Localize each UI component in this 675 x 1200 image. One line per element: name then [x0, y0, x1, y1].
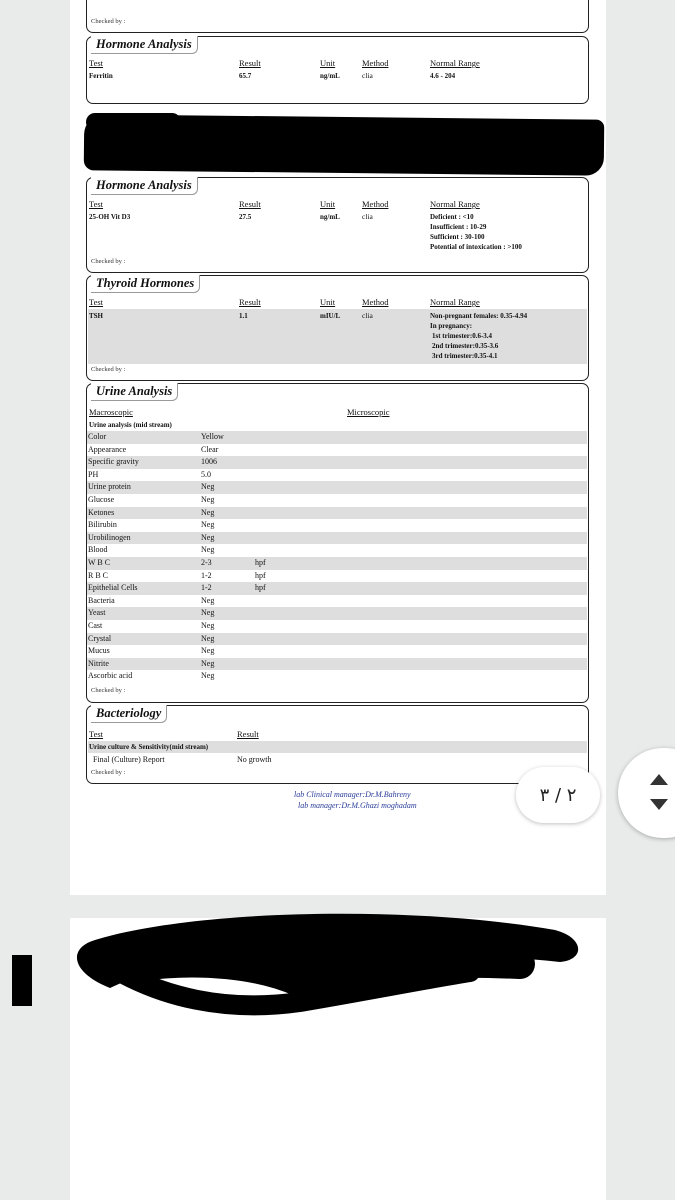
range-line: Deficient : <10	[430, 213, 474, 221]
urine-name: Ketones	[88, 507, 115, 517]
urine-row	[87, 481, 587, 494]
urine-unit: hpf	[255, 558, 266, 567]
col-test: Test	[89, 729, 104, 739]
col-test: Test	[89, 199, 104, 209]
checked-by: Checked by :	[91, 366, 126, 373]
urine-value: Neg	[201, 633, 215, 643]
urine-row	[87, 444, 587, 457]
up-down-arrows-icon	[648, 774, 670, 812]
checked-by: Checked by :	[91, 769, 126, 776]
hormone-analysis-vitd-section	[86, 177, 589, 273]
urine-value: Neg	[201, 532, 215, 542]
range-line: 3rd trimester:0.35-4.1	[432, 352, 498, 360]
range-line: 1st trimester:0.6-3.4	[432, 332, 493, 340]
urine-row	[87, 456, 587, 469]
urine-row	[87, 633, 587, 646]
urine-analysis-section	[86, 383, 589, 703]
urine-row	[87, 469, 587, 482]
urine-value: Neg	[201, 658, 215, 668]
urine-name: R B C	[88, 570, 109, 580]
urine-name: Crystal	[88, 633, 112, 643]
urine-value: Neg	[201, 671, 215, 681]
col-normal-range: Normal Range	[430, 58, 480, 68]
test-result: 1.1	[239, 312, 248, 320]
checked-by: Checked by :	[91, 258, 126, 265]
range-line: In pregnancy:	[430, 322, 473, 330]
urine-value: 1-2	[201, 570, 212, 580]
urine-row	[87, 670, 587, 683]
col-test: Test	[89, 297, 104, 307]
urine-row	[87, 494, 587, 507]
urine-value: Neg	[201, 621, 215, 630]
urine-name: Mucus	[88, 646, 110, 656]
col-result: Result	[239, 199, 261, 209]
urine-unit: hpf	[255, 570, 266, 580]
page-indicator: ۳ / ۲	[516, 767, 600, 823]
urine-name: Nitrite	[88, 658, 109, 668]
col-unit: Unit	[320, 199, 336, 209]
range-line: 2nd trimester:0.35-3.6	[432, 342, 499, 350]
urine-name: Urobilinogen	[88, 532, 131, 542]
test-unit: ng/mL	[320, 213, 340, 221]
col-method: Method	[362, 199, 389, 209]
urine-value: Neg	[201, 545, 215, 555]
col-method: Method	[362, 58, 389, 68]
urine-row	[87, 620, 587, 633]
test-name: Ferritin	[89, 72, 113, 80]
urine-value: 1-2	[201, 583, 212, 593]
checked-by: Checked by :	[91, 18, 126, 25]
col-unit: Unit	[320, 58, 336, 68]
signature-line-1: lab Clinical manager:Dr.M.Bahreny	[294, 790, 411, 799]
urine-row	[87, 519, 587, 532]
urine-value: Neg	[201, 646, 215, 656]
section-title: Urine Analysis	[91, 383, 178, 401]
urine-name: Appearance	[88, 444, 127, 454]
urine-name: Color	[88, 432, 107, 441]
hormone-analysis-section	[86, 36, 589, 104]
urine-value: 1006	[201, 457, 217, 467]
redaction-mark	[12, 955, 32, 1006]
checked-by: Checked by :	[91, 687, 126, 694]
col-result: Result	[239, 58, 261, 68]
culture-report-name: Final (Culture) Report	[93, 755, 165, 764]
urine-value: Neg	[201, 507, 215, 517]
col-method: Method	[362, 297, 389, 307]
urine-name: Urine protein	[88, 482, 131, 492]
previous-section-box	[86, 0, 589, 33]
scroll-page-button[interactable]	[618, 748, 675, 838]
col-result: Result	[237, 729, 259, 739]
urine-row	[87, 507, 587, 520]
test-name: TSH	[89, 312, 104, 320]
urine-row	[87, 544, 587, 557]
urine-name: Specific gravity	[88, 457, 139, 467]
urine-name: Cast	[88, 621, 103, 630]
urine-value: Neg	[201, 495, 215, 504]
urine-name: PH	[88, 469, 99, 479]
col-test: Test	[89, 58, 104, 68]
urine-subtitle: Urine analysis (mid stream)	[89, 421, 172, 429]
range-line: Non-pregnant females: 0.35-4.94	[430, 312, 528, 320]
urine-name: Bilirubin	[88, 520, 117, 530]
urine-name: W B C	[88, 558, 111, 567]
urine-name: Yeast	[88, 608, 106, 618]
urine-row	[87, 431, 587, 444]
section-title: Hormone Analysis	[91, 36, 198, 54]
urine-name: Bacteria	[88, 595, 115, 605]
test-method: clia	[362, 71, 373, 80]
col-unit: Unit	[320, 297, 336, 307]
urine-name: Epithelial Cells	[88, 583, 138, 593]
urine-row	[87, 658, 587, 671]
urine-row	[87, 557, 587, 570]
col-normal-range: Normal Range	[430, 199, 480, 209]
urine-row	[87, 595, 587, 608]
urine-name: Glucose	[88, 495, 115, 504]
bacteriology-section	[86, 705, 589, 784]
urine-row	[87, 582, 587, 595]
thyroid-hormones-section	[86, 275, 589, 381]
culture-report-value: No growth	[237, 755, 272, 764]
urine-unit: hpf	[255, 583, 266, 593]
urine-value: Yellow	[201, 432, 224, 441]
test-result: 65.7	[239, 72, 252, 80]
signature-line-2: lab manager:Dr.M.Ghazi moghadam	[298, 801, 417, 810]
col-normal-range: Normal Range	[430, 297, 480, 307]
test-range: 4.6 - 204	[430, 72, 456, 80]
test-method: clia	[362, 212, 373, 221]
urine-row	[87, 532, 587, 545]
urine-value: Clear	[201, 444, 219, 454]
macroscopic-label: Macroscopic	[89, 407, 133, 417]
urine-value: Neg	[201, 608, 215, 618]
range-line: Sufficient : 30-100	[430, 233, 485, 241]
urine-row	[87, 645, 587, 658]
test-result: 27.5	[239, 213, 252, 221]
urine-value: Neg	[201, 520, 215, 530]
urine-name: Ascorbic acid	[88, 671, 133, 681]
col-result: Result	[239, 297, 261, 307]
test-name: 25-OH Vit D3	[89, 213, 131, 221]
section-title: Bacteriology	[91, 705, 167, 723]
urine-value: 2-3	[201, 558, 212, 567]
bacteriology-subtitle: Urine culture & Sensitivity(mid stream)	[89, 743, 209, 751]
test-method: clia	[362, 311, 373, 320]
urine-row	[87, 570, 587, 583]
redaction-mark	[86, 113, 181, 131]
microscopic-label: Microscopic	[347, 407, 390, 417]
section-title: Thyroid Hormones	[91, 275, 200, 293]
urine-value: 5.0	[201, 469, 211, 479]
test-unit: mIU/L	[320, 312, 341, 320]
urine-row	[87, 607, 587, 620]
urine-value: Neg	[201, 482, 215, 492]
redaction-scribble	[0, 900, 675, 1040]
test-unit: ng/mL	[320, 72, 340, 80]
urine-value: Neg	[201, 595, 215, 605]
urine-name: Blood	[88, 545, 108, 555]
range-line: Insufficient : 10-29	[430, 223, 487, 231]
section-title: Hormone Analysis	[91, 177, 198, 195]
range-line: Potential of intoxication : >100	[430, 243, 522, 251]
